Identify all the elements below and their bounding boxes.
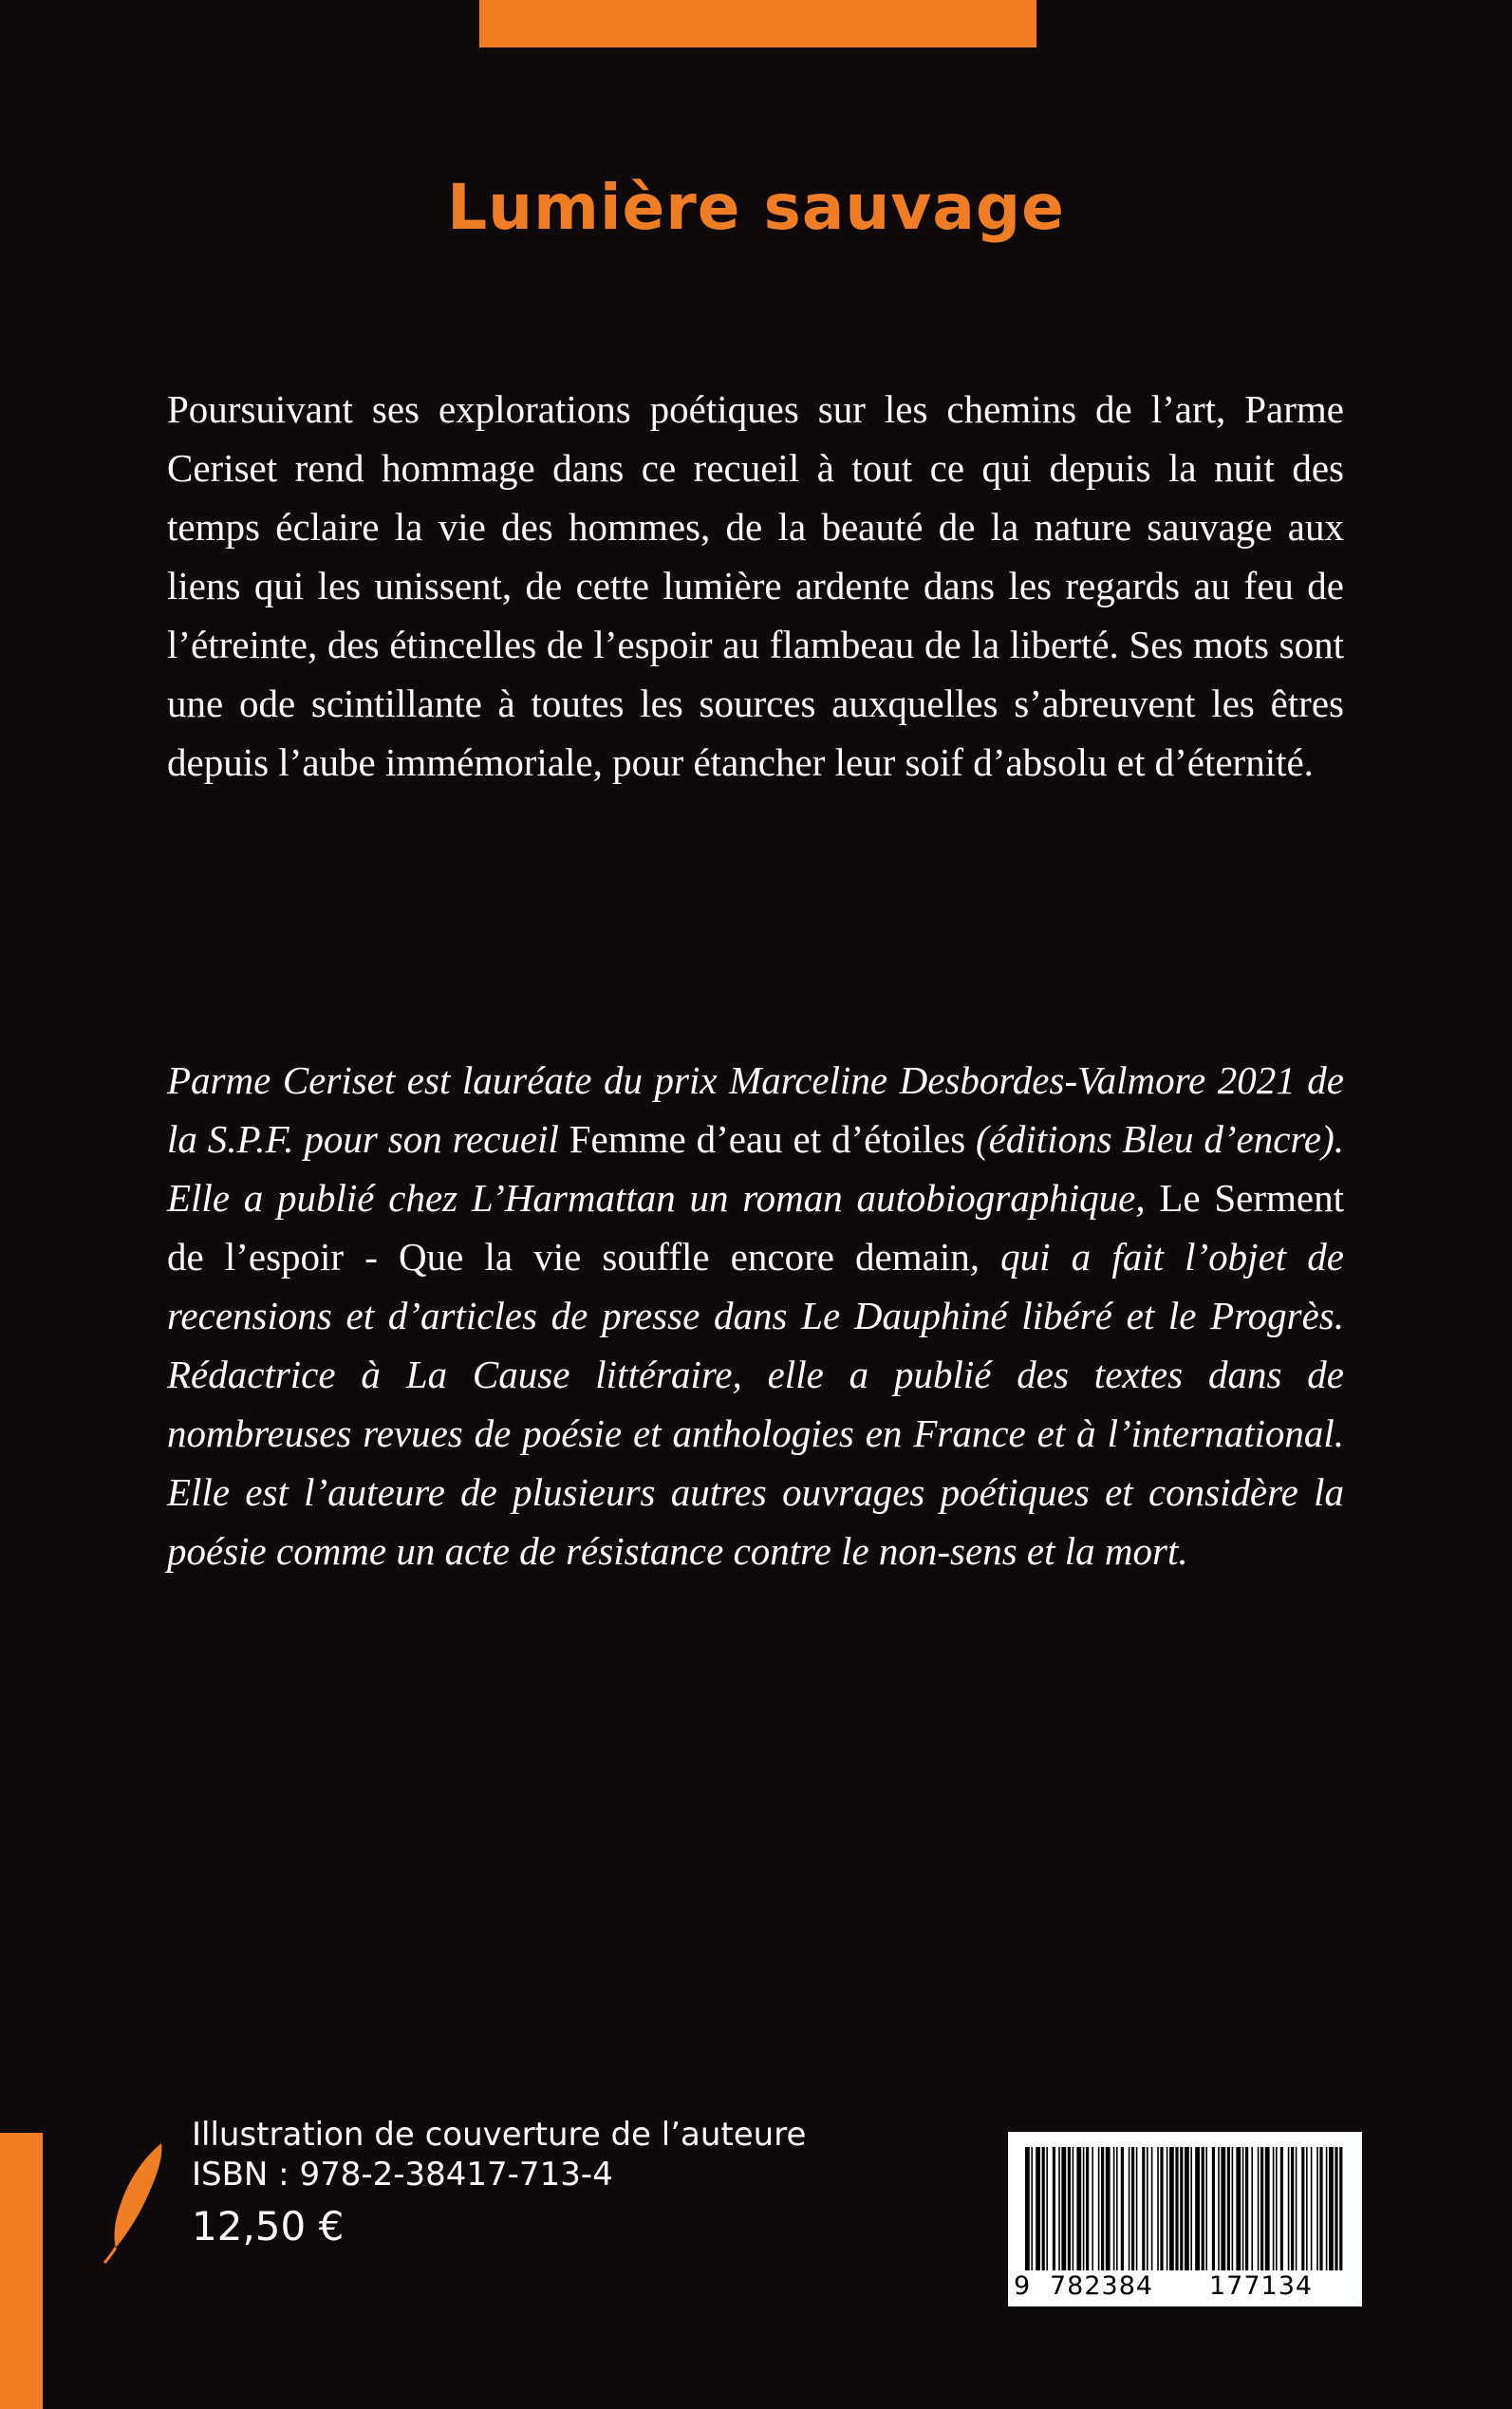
top-accent-bar (479, 0, 1036, 47)
barcode-bar (1190, 2147, 1192, 2270)
barcode-right-group: 177134 (1209, 2271, 1314, 2301)
barcode-bar (1157, 2147, 1159, 2270)
bio-text-3: , qui a fait l’objet de recensions et d’articles de presse dans Le Dauphiné libéré et le Progrès. Rédactrice à La Cause littéraire, elle a publié des textes dans de nombreuses revues de poésie et anthologies en France et à l’international. Elle est l’auteure de plusieurs autres ouvrages poétiques et considère la poésie comme un acte de résistance contre le non-sens et la mort. (167, 1235, 1344, 1573)
barcode-bar (1236, 2147, 1241, 2270)
bio-text-2: (éditions Bleu d’encre). Elle a publié chez L’Harmattan un roman autobiographique, (167, 1117, 1344, 1220)
barcode-bar (1276, 2147, 1278, 2270)
author-bio (167, 1051, 1344, 1580)
barcode-bar (1265, 2147, 1270, 2270)
barcode-bar (1326, 2147, 1328, 2270)
side-accent-bar (0, 2133, 43, 2409)
barcode-bar (1180, 2147, 1183, 2270)
barcode-bar (1251, 2147, 1253, 2270)
barcode-bar (1205, 2147, 1207, 2270)
barcode-bar (1212, 2147, 1215, 2270)
barcode-left-group: 782384 (1050, 2271, 1154, 2301)
barcode-bar (1288, 2147, 1290, 2270)
barcode-bar (1291, 2147, 1294, 2270)
barcode-bar (1169, 2147, 1174, 2270)
barcode-bar (1151, 2147, 1153, 2270)
barcode-bar (1335, 2147, 1337, 2270)
barcode-bar (1098, 2147, 1100, 2270)
barcode-bar (1273, 2147, 1275, 2270)
barcode-lead-digit: 9 (1014, 2271, 1032, 2301)
barcode-bar (1232, 2147, 1234, 2270)
barcode-bar (1195, 2147, 1200, 2270)
barcode-bar (1068, 2147, 1071, 2270)
barcode-bar (1280, 2147, 1283, 2270)
barcode-bar (1339, 2147, 1342, 2270)
barcode (1008, 2132, 1362, 2306)
bio-text-1: Parme Ceriset est lauréate du prix Marceline Desbordes-Valmore 2021 de la S.P.F. pour son recueil (167, 1058, 1344, 1161)
barcode-bar (1301, 2147, 1304, 2270)
barcode-bar (1202, 2147, 1204, 2270)
barcode-bars (1021, 2147, 1349, 2270)
barcode-bar (1031, 2147, 1033, 2270)
barcode-bar (1076, 2147, 1081, 2270)
colophon (192, 2115, 806, 2255)
barcode-bar (1311, 2147, 1313, 2270)
barcode-bar (1316, 2147, 1318, 2270)
barcode-bar (1160, 2147, 1163, 2270)
barcode-bar (1221, 2147, 1225, 2270)
barcode-bar (1258, 2147, 1260, 2270)
barcode-bar (1121, 2147, 1124, 2270)
barcode-bar (1242, 2147, 1244, 2270)
barcode-bar (1046, 2147, 1048, 2270)
barcode-bar (1329, 2147, 1334, 2270)
book-title: Lumière sauvage (447, 171, 1065, 244)
barcode-bar (1319, 2147, 1322, 2270)
barcode-bar (1092, 2147, 1093, 2270)
barcode-bar (1086, 2147, 1089, 2270)
barcode-bar (1131, 2147, 1134, 2270)
barcode-bar (1053, 2147, 1055, 2270)
barcode-bar (1185, 2147, 1189, 2270)
bio-book-title-2: Le Serment de l’espoir - Que la vie souffle encore demain (167, 1176, 1344, 1279)
isbn: ISBN : 978-2-38417-713-4 (192, 2156, 613, 2194)
barcode-bar (1101, 2147, 1104, 2270)
barcode-bar (1061, 2147, 1066, 2270)
barcode-bar (1296, 2147, 1297, 2270)
illustration-credit: Illustration de couverture de l’auteure (192, 2116, 807, 2154)
barcode-bar (1147, 2147, 1148, 2270)
barcode-bar (1036, 2147, 1040, 2270)
barcode-bar (1083, 2147, 1085, 2270)
barcode-bar (1167, 2147, 1168, 2270)
barcode-bar (1306, 2147, 1308, 2270)
barcode-bar (1042, 2147, 1045, 2270)
price: 12,50 € (192, 2203, 345, 2250)
barcode-bar (1073, 2147, 1074, 2270)
barcode-bar (1129, 2147, 1130, 2270)
bio-book-title-1: Femme d’eau et d’étoiles (569, 1117, 966, 1161)
book-blurb: Poursuivant ses explorations poétiques sur les chemins de l’art, Parme Ceriset rend hommage dans ce recueil à tout ce qui depuis la nuit des temps éclaire la vie des hommes, de la beauté de la nature sauvage aux liens qui les unissent, de cette lumière ardente dans les regards au feu de l’étreinte, des étincelles de l’espoir au flambeau de la liberté. Ses mots sont une ode scintillante à toutes les sources auxquelles s’abreuvent les êtres depuis l’aube immémoriale, pour étancher leur soif d’absolu et d’éternité. (167, 387, 1344, 784)
barcode-bar (1025, 2147, 1030, 2270)
barcode-bar (1218, 2147, 1220, 2270)
barcode-digits (1008, 2272, 1362, 2301)
barcode-bar (1136, 2147, 1138, 2270)
barcode-bar (1142, 2147, 1145, 2270)
barcode-bar (1175, 2147, 1178, 2270)
barcode-bar (1260, 2147, 1263, 2270)
barcode-bar (1116, 2147, 1118, 2270)
barcode-bar (1106, 2147, 1111, 2270)
barcode-bar (1113, 2147, 1115, 2270)
barcode-bar (1245, 2147, 1248, 2270)
feather-quill-icon (103, 2141, 169, 2265)
barcode-bar (1058, 2147, 1060, 2270)
barcode-bar (1227, 2147, 1230, 2270)
